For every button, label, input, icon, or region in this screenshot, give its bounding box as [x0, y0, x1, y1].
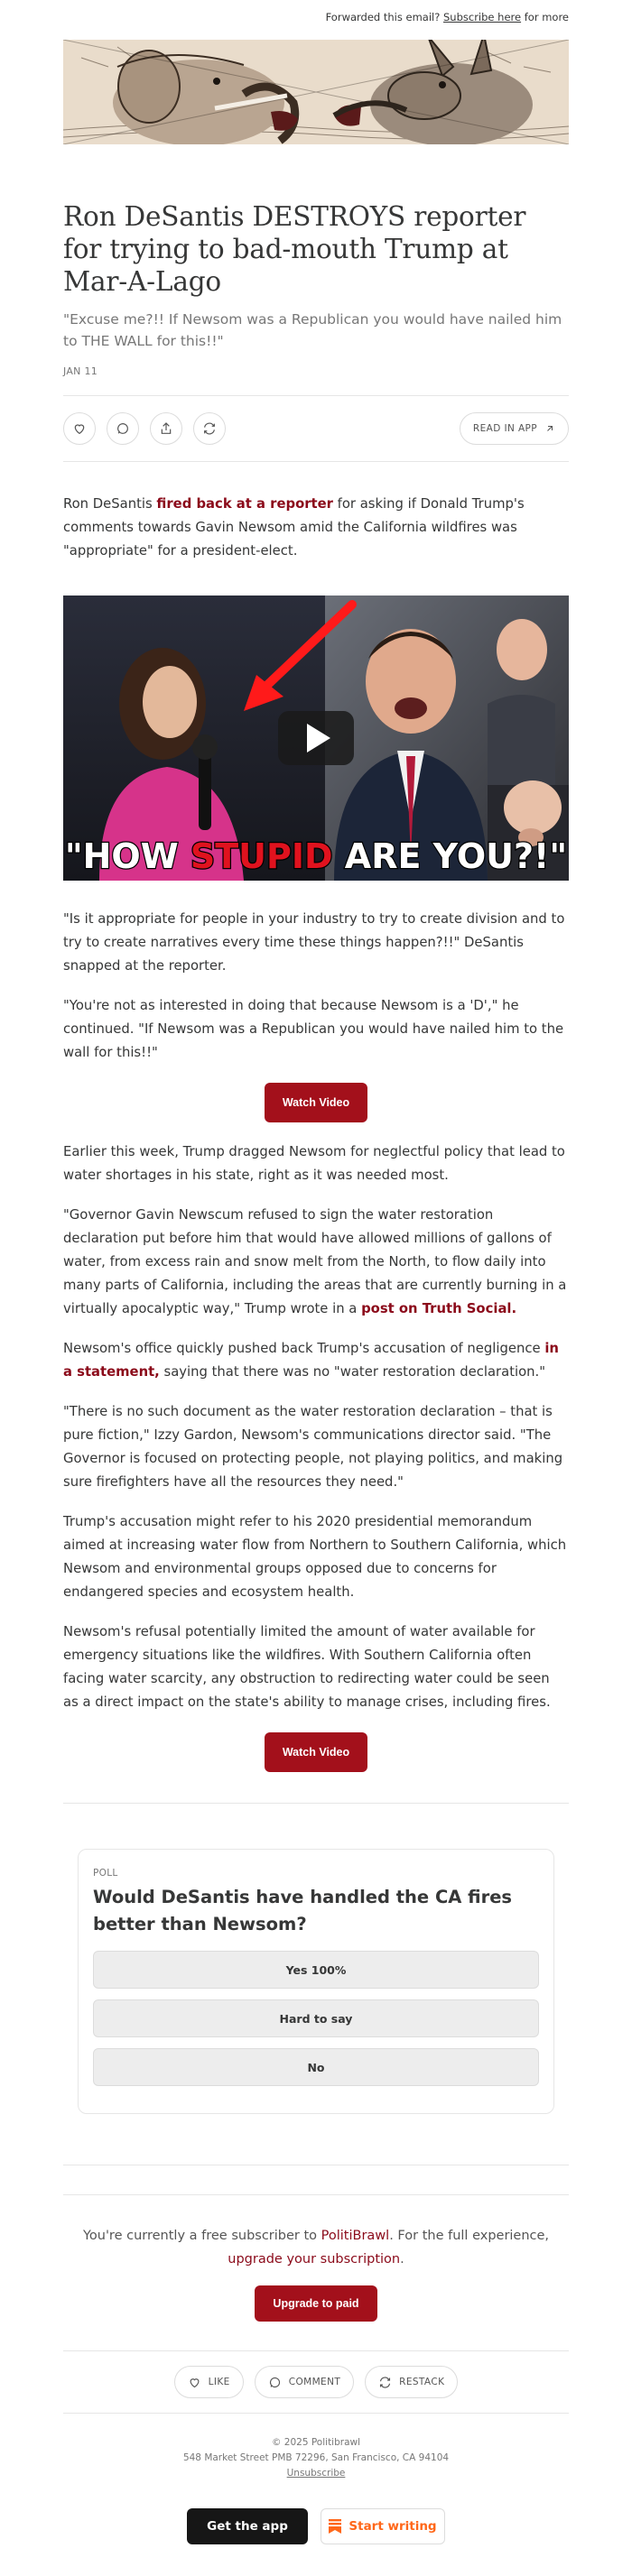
- poll-option-yes[interactable]: Yes 100%: [93, 1951, 539, 1989]
- article-paragraph: Newsom's refusal potentially limited the amount of water available for emergency situations like the wildfires. With Southern California often facing water scarcity, any obstruction to redirecting water could be seen as a direct impact on the state's ability to manage crises, including fires.: [63, 1624, 551, 1710]
- article-paragraph: [63, 1337, 569, 1384]
- post-date: JAN 11: [63, 365, 98, 377]
- restack-label: RESTACK: [399, 2377, 445, 2387]
- forward-prefix: Forwarded this email?: [325, 11, 443, 23]
- text-run: Newsom's office quickly pushed back Trump's accusation of negligence: [63, 1341, 545, 1356]
- footer-like-button[interactable]: [174, 2366, 244, 2398]
- action-buttons: [63, 412, 226, 445]
- footer-comment-button[interactable]: [255, 2366, 354, 2398]
- article-paragraph: "You're not as interested in doing that because Newsom is a 'D'," he continued. "If Newsom was a Republican you would have nailed him to the wall for this!!": [63, 998, 564, 1060]
- footer-restack-button[interactable]: [365, 2366, 458, 2398]
- poll-question: Would DeSantis have handled the CA fires better than Newsom?: [93, 1887, 513, 1934]
- text-run: You're currently a free subscriber to: [82, 2229, 321, 2243]
- heart-icon: [188, 2376, 201, 2389]
- divider: [63, 2350, 569, 2351]
- subscribe-link[interactable]: Subscribe here: [443, 11, 522, 23]
- text-run: .: [400, 2252, 404, 2267]
- upgrade-link[interactable]: upgrade your subscription: [228, 2252, 401, 2267]
- comment-label: COMMENT: [288, 2377, 341, 2387]
- article-paragraph: Trump's accusation might refer to his 2020 presidential memorandum aimed at increasing water flow from Northern to Southern California, which Newsom and environmental groups opposed due to concerns for endangered species and ecosystem health.: [63, 1514, 567, 1600]
- post-action-bar: [63, 395, 569, 462]
- article-paragraph: Earlier this week, Trump dragged Newsom for neglectful policy that lead to water shortages in his state, right as it was needed most.: [63, 1144, 565, 1183]
- read-in-app-button[interactable]: [460, 412, 569, 445]
- statement-link[interactable]: in a statement,: [63, 1341, 559, 1380]
- post-subtitle: "Excuse me?!! If Newsom was a Republican you would have nailed him to THE WALL for this!!": [63, 311, 562, 349]
- watch-video-wrap: [63, 1732, 569, 1772]
- divider: [63, 1803, 569, 1804]
- article-body: [63, 493, 569, 1772]
- post-title: Ron DeSantis DESTROYS reporter for trying to bad-mouth Trump at Mar-A-Lago: [63, 201, 526, 297]
- watch-video-wrap: [63, 1083, 569, 1122]
- divider: [63, 2194, 569, 2195]
- share-icon: [159, 421, 173, 436]
- text-run: "Governor Gavin Newscum refused to sign the water restoration declaration put before him that would have allowed millions of gallons of water, from excess rain and snow melt from the North, to flow daily into many parts of California, including the areas that are currently burning in a virtually apocalyptic way," Trump wrote in a: [63, 1207, 567, 1316]
- start-writing-button[interactable]: [321, 2508, 445, 2544]
- text-run: saying that there was no "water restoration declaration.": [159, 1364, 546, 1380]
- comment-icon: [268, 2376, 282, 2389]
- video-caption: [65, 836, 567, 876]
- subscription-note: [63, 2224, 569, 2271]
- text-run: . For the full experience,: [389, 2229, 550, 2243]
- article-paragraph: "Is it appropriate for people in your industry to try to create division and to try to create narratives every time these things happen?!!" DeSantis snapped at the reporter.: [63, 911, 565, 974]
- poll-tag: POLL: [93, 1868, 118, 1879]
- forward-notice: [63, 0, 569, 40]
- copyright: © 2025 Politibrawl: [271, 2437, 361, 2448]
- forward-suffix: for more: [521, 11, 569, 23]
- caption-part: "HOW: [64, 836, 191, 876]
- restack-icon: [202, 421, 217, 436]
- poll-option-hard-to-say[interactable]: Hard to say: [93, 1999, 539, 2037]
- unsubscribe-link[interactable]: Unsubscribe: [286, 2468, 346, 2479]
- fired-back-link[interactable]: fired back at a reporter: [156, 496, 333, 512]
- read-in-app-label: READ IN APP: [472, 423, 537, 434]
- video-thumbnail: [63, 596, 569, 881]
- header-illustration: [63, 40, 569, 144]
- app-buttons: [63, 2508, 569, 2544]
- watch-video-button[interactable]: Watch Video: [265, 1083, 367, 1122]
- truth-social-link[interactable]: post on Truth Social.: [361, 1301, 517, 1316]
- caption-highlight: STUPID: [190, 836, 333, 876]
- text-run: for asking if Donald Trump's comments towards Gavin Newsom amid the California wildfires was "appropriate" for a president-elect.: [63, 496, 525, 559]
- like-label: LIKE: [208, 2377, 230, 2387]
- upgrade-to-paid-button[interactable]: Upgrade to paid: [255, 2285, 376, 2322]
- legal-footer: [63, 2435, 569, 2481]
- poll-option-no[interactable]: No: [93, 2048, 539, 2086]
- restack-icon: [378, 2376, 392, 2389]
- article-continued: [63, 908, 569, 1065]
- article-paragraph: [63, 1204, 569, 1321]
- elephant-donkey-illustration: [63, 40, 569, 144]
- caption-part: ARE YOU?!": [332, 836, 568, 876]
- comment-button[interactable]: [107, 412, 139, 445]
- footer-action-bar: [63, 2366, 569, 2398]
- publication-link[interactable]: PolitiBrawl: [321, 2229, 390, 2243]
- watch-video-button-2[interactable]: Watch Video: [265, 1732, 367, 1772]
- like-button[interactable]: [63, 412, 96, 445]
- arrow-up-right-icon: [544, 423, 555, 434]
- get-the-app-button[interactable]: Get the app: [187, 2508, 308, 2544]
- upgrade-wrap: [63, 2271, 569, 2322]
- divider: [63, 2413, 569, 2414]
- poll-card: [78, 1849, 554, 2114]
- article-paragraph: [63, 493, 569, 563]
- address: 548 Market Street PMB 72296, San Francisco, CA 94104: [182, 2452, 450, 2463]
- start-writing-label: Start writing: [349, 2519, 437, 2534]
- video-embed[interactable]: [63, 596, 569, 881]
- article-paragraph: "There is no such document as the water restoration declaration – that is pure fiction," Izzy Gardon, Newsom's communications director said. "The Governor is focused on protecting people, not playing politics, and making sure firefighters have all the resources they need.": [63, 1404, 563, 1490]
- restack-button[interactable]: [193, 412, 226, 445]
- comment-icon: [116, 421, 130, 436]
- heart-icon: [72, 421, 87, 436]
- share-button[interactable]: [150, 412, 182, 445]
- substack-logo-icon: [329, 2519, 341, 2534]
- text-run: Ron DeSantis: [63, 496, 157, 512]
